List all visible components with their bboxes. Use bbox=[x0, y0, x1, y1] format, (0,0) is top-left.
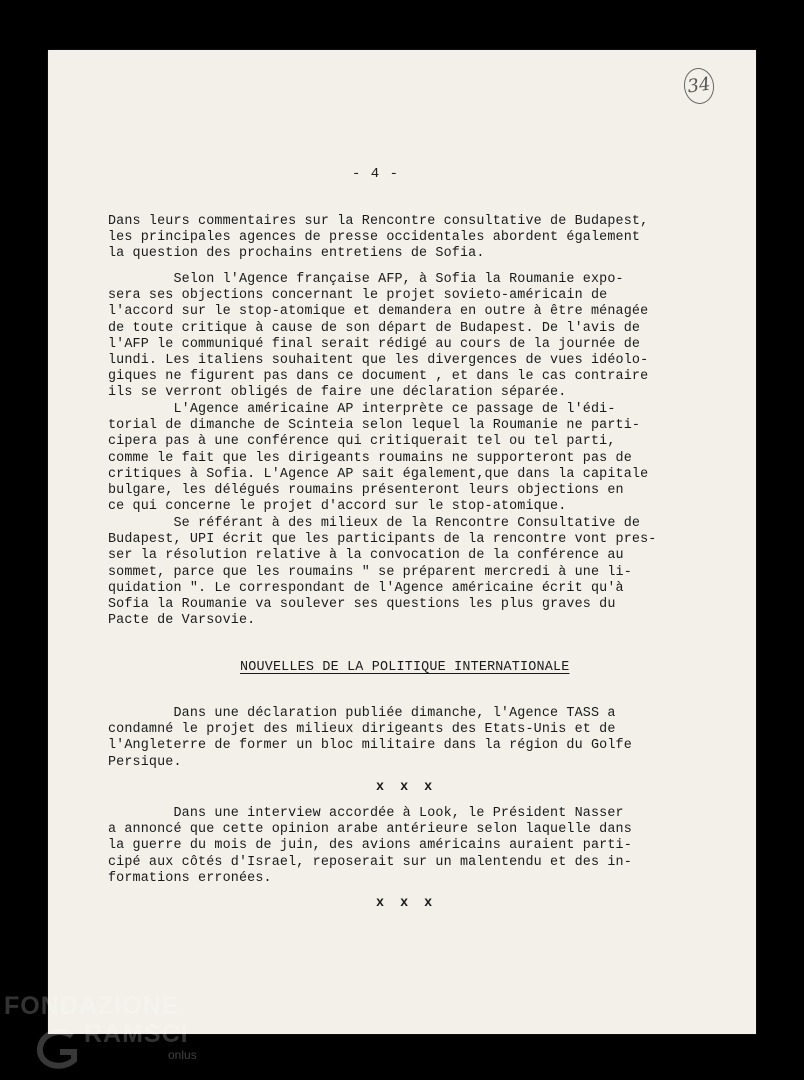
fondazione-logo-icon bbox=[32, 1026, 86, 1074]
paragraph-1 bbox=[108, 214, 708, 263]
text-line: giques ne figurent pas dans ce document , et dans le cas contraire bbox=[108, 369, 649, 385]
text-line: la guerre du mois de juin, des avions américains auraient parti- bbox=[108, 838, 632, 854]
text-line: Se référant à des milieux de la Rencontre Consultative de bbox=[108, 516, 641, 531]
document-page bbox=[48, 50, 756, 1034]
text-line: ser la résolution relative à la convocation de la conférence au bbox=[108, 548, 624, 564]
paragraph-4 bbox=[108, 516, 708, 629]
text-line: lundi. Les italiens souhaitent que les divergences de vues idéolo- bbox=[108, 353, 649, 369]
text-line: cipera pas à une conférence qui critiquerait tel ou tel parti, bbox=[108, 434, 616, 450]
text-line: critiques à Sofia. L'Agence AP sait également,que dans la capitale bbox=[108, 466, 649, 482]
text-line: quidation ". Le correspondant de l'Agence américaine écrit qu'à bbox=[108, 580, 624, 596]
text-line: Budapest, UPI écrit que les participants de la rencontre vont pres- bbox=[108, 532, 657, 548]
text-line: Pacte de Varsovie. bbox=[108, 613, 256, 629]
text-line: cipé aux côtés d'Israel, reposerait sur un malentendu et des in- bbox=[108, 854, 632, 870]
text-line: Persique. bbox=[108, 754, 182, 770]
text-line: l'Angleterre de former un bloc militaire dans la région du Golfe bbox=[108, 738, 632, 754]
text-line: Dans leurs commentaires sur la Rencontre consultative de Budapest, bbox=[108, 214, 649, 229]
paragraph-3 bbox=[108, 402, 708, 515]
text-line: de toute critique à cause de son départ de Budapest. De l'avis de bbox=[108, 320, 641, 336]
paragraph-2 bbox=[108, 272, 708, 402]
watermark-line2: RAMSCI bbox=[84, 1020, 189, 1048]
text-line: condamné le projet des milieux dirigeants des Etats-Unis et de bbox=[108, 722, 616, 738]
text-line: ce qui concerne le projet d'accord sur le stop-atomique. bbox=[108, 499, 567, 515]
section-heading: NOUVELLES DE LA POLITIQUE INTERNATIONALE bbox=[240, 660, 570, 675]
text-line: sera ses objections concernant le projet sovieto-américain de bbox=[108, 288, 608, 304]
separator: x x x bbox=[376, 896, 437, 911]
text-line: l'AFP le communiqué final serait rédigé au cours de la journée de bbox=[108, 336, 641, 352]
separator: x x x bbox=[376, 780, 437, 795]
text-line: torial de dimanche de Scinteia selon lequel la Roumanie ne parti- bbox=[108, 418, 641, 434]
page-number: - 4 - bbox=[352, 166, 400, 182]
folio-number: 34 bbox=[682, 66, 717, 106]
text-line: Sofia la Roumanie va soulever ses questions les plus graves du bbox=[108, 597, 616, 613]
text-line: les principales agences de presse occidentales abordent également bbox=[108, 230, 641, 246]
text-line: Dans une interview accordée à Look, le Président Nasser bbox=[108, 806, 624, 821]
text-line: L'Agence américaine AP interprète ce passage de l'édi- bbox=[108, 402, 616, 417]
paragraph-6 bbox=[108, 806, 708, 887]
paragraph-5 bbox=[108, 706, 708, 771]
text-line: la question des prochains entretiens de Sofia. bbox=[108, 246, 485, 262]
watermark bbox=[4, 992, 204, 1072]
text-line: comme le fait que les dirigeants roumains ne supporteront pas de bbox=[108, 450, 632, 466]
text-line: Selon l'Agence française AFP, à Sofia la Roumanie expo- bbox=[108, 272, 624, 287]
text-line: ils se verront obligés de faire une déclaration séparée. bbox=[108, 385, 567, 401]
text-line: a annoncé que cette opinion arabe antérieure selon laquelle dans bbox=[108, 822, 632, 838]
text-line: Dans une déclaration publiée dimanche, l'Agence TASS a bbox=[108, 706, 616, 721]
text-line: sommet, parce que les roumains " se préparent mercredi à une li- bbox=[108, 564, 632, 580]
text-line: formations erronées. bbox=[108, 870, 272, 886]
text-line: l'accord sur le stop-atomique et demandera en outre à être ménagée bbox=[108, 304, 649, 320]
watermark-line1: FONDAZIONE bbox=[4, 992, 180, 1020]
watermark-line3: onlus bbox=[168, 1048, 197, 1062]
text-line: bulgare, les délégués roumains présenteront leurs objections en bbox=[108, 483, 624, 499]
